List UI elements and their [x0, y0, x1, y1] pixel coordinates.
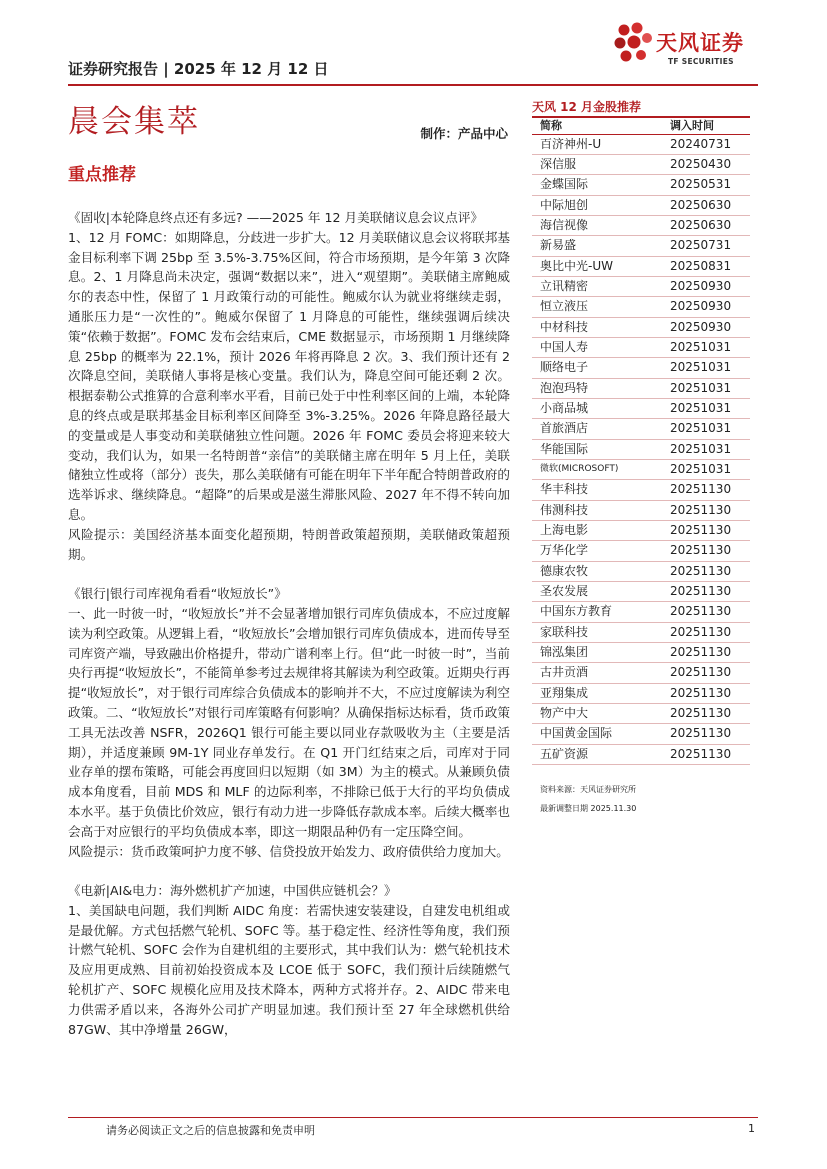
article-title: 《银行|银行司库视角看看“收短放长”》	[68, 586, 287, 602]
table-row	[532, 643, 750, 663]
article-block	[68, 881, 510, 1039]
table-row	[532, 684, 750, 704]
stock-name: 泡泡玛特	[540, 380, 589, 395]
stock-name: 中国黄金国际	[540, 726, 613, 741]
stock-name: 五矿资源	[540, 746, 589, 761]
stock-name: 微软(MICROSOFT)	[540, 464, 619, 474]
entry-date: 20251130	[670, 543, 732, 558]
table-row	[532, 745, 750, 765]
entry-date: 20251130	[670, 726, 732, 741]
stock-name: 华能国际	[540, 441, 589, 456]
header-divider	[68, 84, 758, 86]
spacer	[68, 861, 510, 881]
document-title: 晨会集萃	[68, 104, 200, 140]
table-row	[532, 440, 750, 460]
stock-name: 万华化学	[540, 543, 589, 558]
table-row	[532, 562, 750, 582]
stock-name: 百济神州-U	[540, 136, 602, 151]
stock-name: 海信视像	[540, 217, 589, 232]
stock-name: 古井贡酒	[540, 665, 589, 680]
stock-name: 中国东方教育	[540, 604, 613, 619]
sidebar-title: 天风 12 月金股推荐	[532, 100, 642, 114]
table-row	[532, 501, 750, 521]
article-title: 《电新|AI&电力：海外燃机扩产加速，中国供应链机会？》	[68, 883, 397, 899]
table-row	[532, 135, 750, 155]
table-row	[532, 358, 750, 378]
entry-date: 20250531	[670, 177, 732, 192]
stock-name: 上海电影	[540, 523, 589, 538]
entry-date: 20251130	[670, 584, 732, 599]
article-paragraph: 一、此一时彼一时，“收短放长”并不会显著增加银行司库负债成本，不应过度解读为利空政策。从逻辑上看，“收短放长”会增加银行司库负债成本，进而传导至司库资产端，导致融出价格提升，带动广谱利率上行。但“此一时彼一时”，当前央行再提“收短放长”，不能简单参考过去规律将其解读为利空政策。近期央行再提“收短放长”，对于银行司库综合负债成本的影响并不大，不应过度解读为利空政策。二、“收短放长”对银行司库策略有何影响？从确保指标达标看，货币政策工具无法改善 NSFR，2026Q1 银行可能主要以同业存款吸收为主（主要是活期），并适度兼顾 9M-1Y 同业存单发行。在 Q1 开门红结束之后，司库对于同业存单的摆布策略，可能会再度回归以短期（如 3M）为主的模式。从兼顾负债成本角度看，目前 MDS 和 MLF 的边际利率，不排除已低于大行的平均负债成本水平。基于负债比价效应，银行有动力进一步降低存款成本率。后续大概率也会高于对应银行的平均负债成本率，即这一期限品种仍有一定压降空间。	[68, 605, 510, 839]
table-row	[532, 216, 750, 236]
entry-date: 20251031	[670, 462, 732, 476]
section-title: 重点推荐	[68, 165, 136, 185]
entry-date: 20251031	[670, 441, 732, 456]
stock-name: 首旅酒店	[540, 421, 589, 436]
column-header-name: 简称	[540, 118, 562, 132]
article-paragraph: 1、美国缺电问题，我们判断 AIDC 角度：若需快速安装建设，自建发电机组或是最优解。方式包括燃气轮机、SOFC 等。基于稳定性、经济性等角度，我们预计燃气轮机、SOFC 会作为自建机组的主要形式，其中我们认为：燃气轮机技术及应用更成熟、目前初始投资成本及 LCOE 低于 SOFC，我们预计后续随燃气轮机扩产、SOFC 规模化应用及技术降本，两种方式将并存。2、AIDC 带来电力供需矛盾以来，各海外公司扩产明显加速。我们预计至 27 年全球燃机供给 87GW、其中净增量 26GW，	[68, 902, 510, 1037]
article-paragraph: 1、12 月 FOMC：如期降息，分歧进一步扩大。12 月美联储议息会议将联邦基金目标利率下调 25bp 至 3.5%-3.75%区间，符合市场预期，是今年第 3 次降息。2、1 月降息尚未决定，强调“数据以来”，进入“观望期”。美联储主席鲍威尔的表态中性，保留了 1 月政策行动的可能性。鲍威尔认为就业将继续走弱，通胀压力是“一次性的”。鲍威尔保留了 1 月降息的可能性，继续强调后续决策“依赖于数据”。FOMC 发布会结束后，CME 数据显示，市场预期 1 月继续降息 25bp 的概率为 22.1%，预计 2026 年将再降息 2 次。3、我们预计还有 2 次降息空间，美联储人事将是核心变量。我们认为，降息空间可能还剩 2 次。根据泰勒公式推算的合意利率水平看，目前已处于中性利率区间的上端，本轮降息的终点或是联邦基金目标利率区间降至 3%-3.25%。2026 年降息路径最大的变量或是人事变动和美联储独立性问题。2026 年 FOMC 委员会将迎来较大变动，我们认为，如果一名特朗普“亲信”的美联储主席在明年 5 月上任，美联储独立性或将（部分）丧失，那么美联储有可能在明年下半年配合特朗普政府的选举诉求、继续降息。“超降”的后果或是滋生滞胀风险、2027 年不得不转向加息。	[68, 229, 510, 522]
table-row	[532, 521, 750, 541]
footer-disclaimer: 请务必阅读正文之后的信息披露和免责申明	[106, 1124, 315, 1137]
stock-name: 新易盛	[540, 238, 577, 253]
table-row	[532, 724, 750, 744]
footer-divider	[68, 1117, 758, 1118]
column-header-date: 调入时间	[670, 118, 714, 132]
logo-brand-name: 天风证券	[656, 31, 744, 55]
risk-warning: 风险提示：货币政策呵护力度不够、信贷投放开始发力、政府债供给力度加大。	[68, 843, 509, 859]
stock-name: 恒立液压	[540, 299, 589, 314]
entry-date: 20251130	[670, 685, 732, 700]
entry-date: 20251031	[670, 339, 732, 354]
entry-date: 20240731	[670, 136, 732, 151]
table-row	[532, 277, 750, 297]
table-row	[532, 236, 750, 256]
table-row	[532, 379, 750, 399]
update-date-note: 最新调整日期 2025.11.30	[540, 804, 637, 813]
table-row	[532, 399, 750, 419]
article-title: 《固收|本轮降息终点还有多远? ——2025 年 12 月美联储议息会议点评》	[68, 210, 484, 225]
stock-name: 家联科技	[540, 624, 589, 639]
source-note: 资料来源：天风证券研究所	[540, 785, 636, 794]
entry-date: 20251031	[670, 421, 732, 436]
table-row	[532, 541, 750, 561]
table-row	[532, 582, 750, 602]
entry-date: 20250630	[670, 197, 732, 212]
stock-name: 中国人寿	[540, 339, 589, 354]
entry-date: 20251130	[670, 706, 732, 721]
table-row	[532, 460, 750, 480]
logo-brand-name-en: TF SECURITIES	[668, 57, 734, 66]
entry-date: 20251130	[670, 563, 732, 578]
entry-date: 20251130	[670, 746, 732, 761]
stock-name: 伟测科技	[540, 502, 589, 517]
article-block	[68, 584, 510, 861]
entry-date: 20250930	[670, 278, 732, 293]
stock-name: 物产中大	[540, 706, 589, 721]
table-row	[532, 297, 750, 317]
table-row	[532, 257, 750, 277]
table-row	[532, 175, 750, 195]
table-row	[532, 318, 750, 338]
entry-date: 20251130	[670, 665, 732, 680]
stock-name: 奥比中光-UW	[540, 258, 613, 273]
risk-warning: 风险提示：美国经济基本面变化超预期，特朗普政策超预期，美联储政策超预期。	[68, 526, 510, 562]
table-row	[532, 623, 750, 643]
table-header	[532, 118, 750, 135]
stock-name: 顺络电子	[540, 360, 589, 375]
page-number: 1	[748, 1122, 755, 1135]
byline: 制作：产品中心	[420, 126, 508, 141]
table-row	[532, 663, 750, 683]
stock-name: 华丰科技	[540, 482, 589, 497]
entry-date: 20250430	[670, 156, 732, 171]
table-row	[532, 704, 750, 724]
main-content	[68, 208, 510, 1039]
entry-date: 20251130	[670, 482, 732, 497]
table-row	[532, 480, 750, 500]
stock-name: 立讯精密	[540, 278, 589, 293]
stock-name: 中际旭创	[540, 197, 589, 212]
entry-date: 20251130	[670, 523, 732, 538]
entry-date: 20251130	[670, 624, 732, 639]
entry-date: 20251130	[670, 645, 732, 660]
entry-date: 20251031	[670, 360, 732, 375]
entry-date: 20251130	[670, 502, 732, 517]
report-header-title: 证券研究报告 | 2025 年 12 月 12 日	[68, 60, 329, 78]
table-row	[532, 155, 750, 175]
entry-date: 20250831	[670, 258, 732, 273]
stock-name: 锦泓集团	[540, 645, 589, 660]
entry-date: 20251031	[670, 400, 732, 415]
table-row	[532, 419, 750, 439]
table-row	[532, 338, 750, 358]
entry-date: 20250630	[670, 217, 732, 232]
table-row	[532, 602, 750, 622]
stock-name: 小商品城	[540, 400, 589, 415]
stock-name: 德康农牧	[540, 563, 589, 578]
stock-name: 金蝶国际	[540, 177, 589, 192]
entry-date: 20251031	[670, 380, 732, 395]
spacer	[68, 564, 510, 584]
article-block	[68, 208, 510, 564]
stock-picks-sidebar	[532, 98, 750, 765]
stock-name: 中材科技	[540, 319, 589, 334]
entry-date: 20250930	[670, 299, 732, 314]
stock-name: 深信服	[540, 156, 577, 171]
stock-name: 圣农发展	[540, 584, 589, 599]
entry-date: 20250930	[670, 319, 732, 334]
entry-date: 20251130	[670, 604, 732, 619]
table-body	[532, 135, 750, 766]
entry-date: 20250731	[670, 238, 732, 253]
table-row	[532, 196, 750, 216]
stock-name: 亚翔集成	[540, 685, 589, 700]
